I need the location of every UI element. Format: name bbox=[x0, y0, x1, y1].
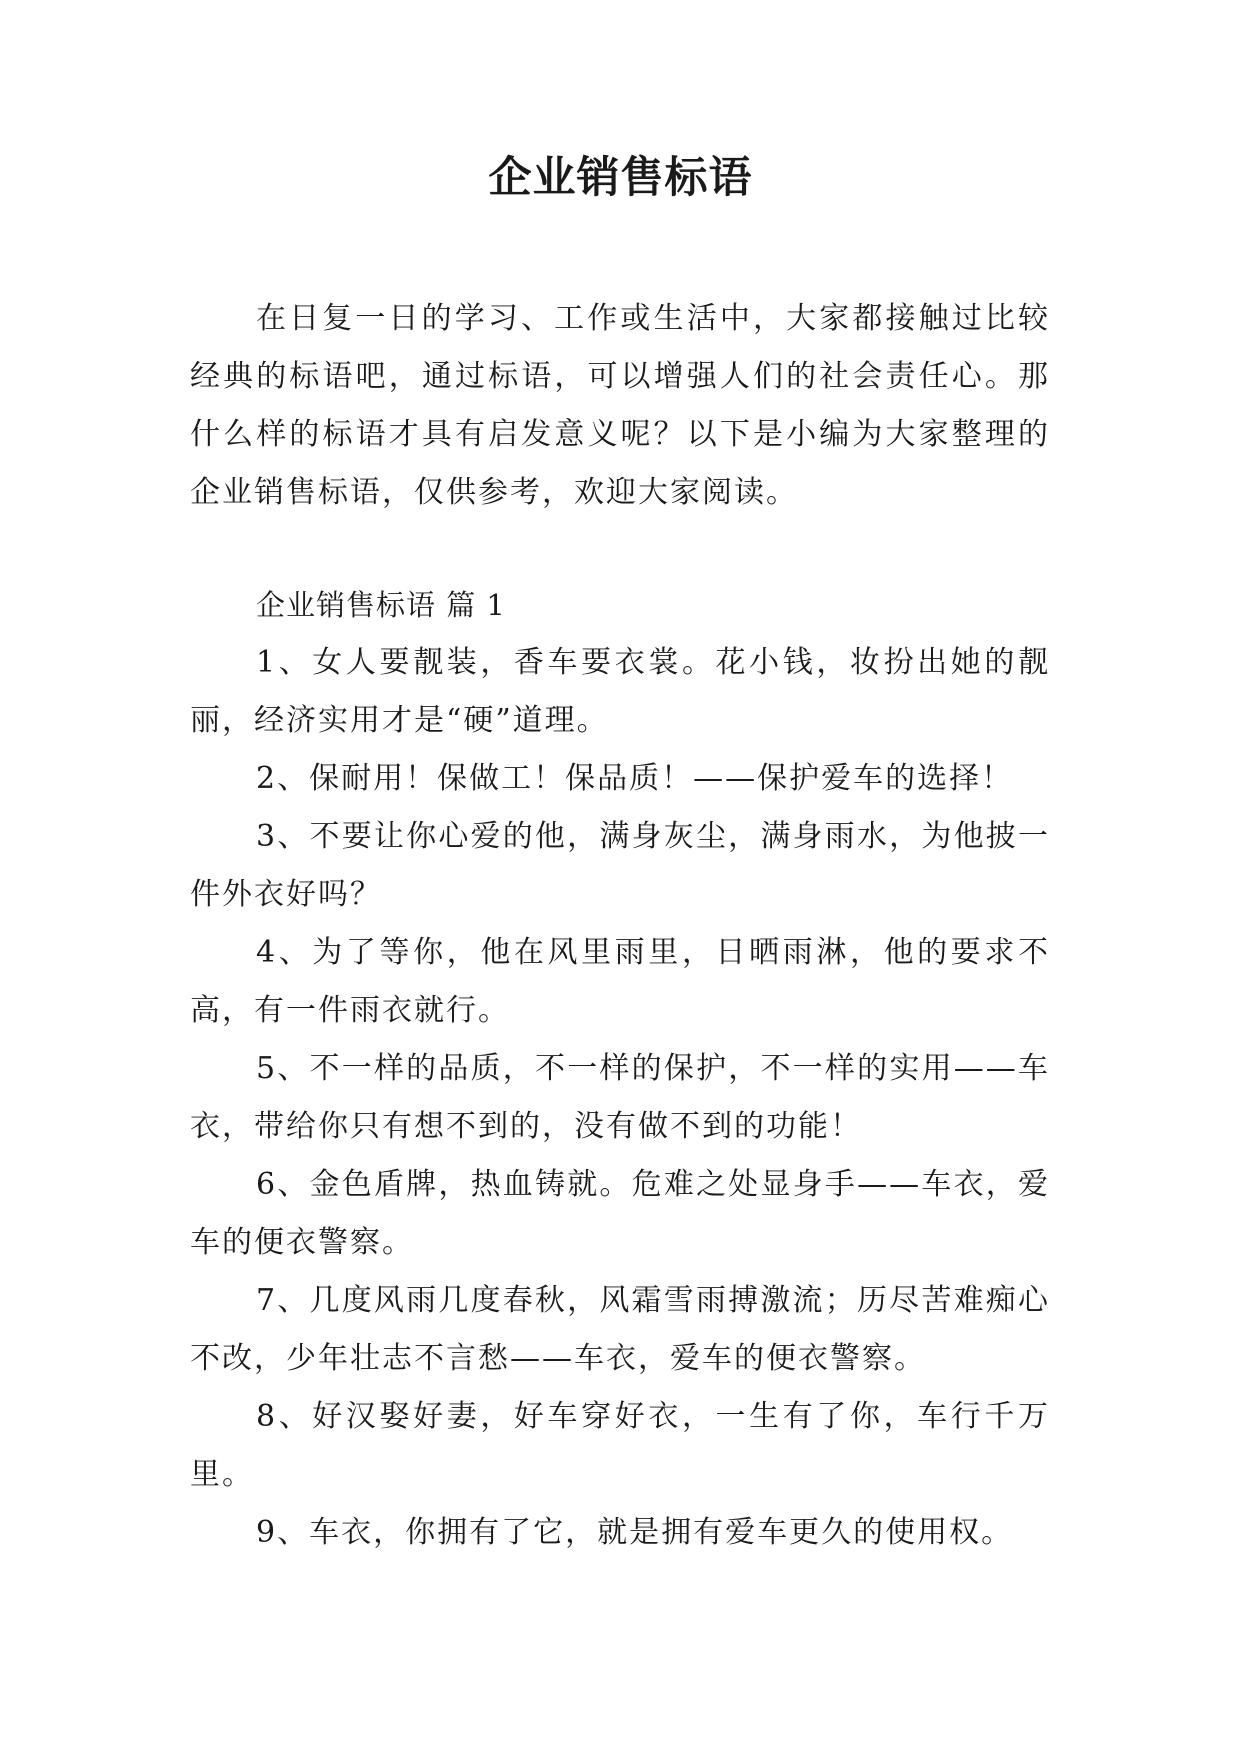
slogan-item-1: 1、女人要靓装，香车要衣裳。花小钱，妆扮出她的靓丽，经济实用才是“硬”道理。 bbox=[190, 645, 1050, 738]
document-body bbox=[190, 290, 1050, 1562]
slogan-item-3: 3、不要让你心爱的他，满身灰尘，满身雨水，为他披一件外衣好吗？ bbox=[190, 819, 1050, 912]
slogan-item-2: 2、保耐用！保做工！保品质！——保护爱车的选择！ bbox=[256, 761, 1014, 796]
slogan-item-8: 8、好汉娶好妻，好车穿好衣，一生有了你，车行千万里。 bbox=[190, 1399, 1050, 1492]
slogan-item-4: 4、为了等你，他在风里雨里，日晒雨淋，他的要求不高，有一件雨衣就行。 bbox=[190, 935, 1050, 1028]
slogan-item-9: 9、车衣，你拥有了它，就是拥有爱车更久的使用权。 bbox=[256, 1515, 1014, 1550]
intro-paragraph: 在日复一日的学习、工作或生活中，大家都接触过比较经典的标语吧，通过标语，可以增强人们的社会责任心。那什么样的标语才具有启发意义呢？以下是小编为大家整理的企业销售标语，仅供参考，欢迎大家阅读。 bbox=[190, 301, 1050, 510]
slogan-item-5: 5、不一样的品质，不一样的保护，不一样的实用——车衣，带给你只有想不到的，没有做不到的功能！ bbox=[190, 1051, 1050, 1144]
slogan-item-7: 7、几度风雨几度春秋，风霜雪雨搏激流；历尽苦难痴心不改，少年壮志不言愁——车衣，爱车的便衣警察。 bbox=[190, 1283, 1050, 1376]
slogan-item-6: 6、金色盾牌，热血铸就。危难之处显身手——车衣，爱车的便衣警察。 bbox=[190, 1167, 1050, 1260]
section-heading: 企业销售标语 篇 1 bbox=[256, 588, 506, 622]
page-title: 企业销售标语 bbox=[488, 153, 753, 203]
